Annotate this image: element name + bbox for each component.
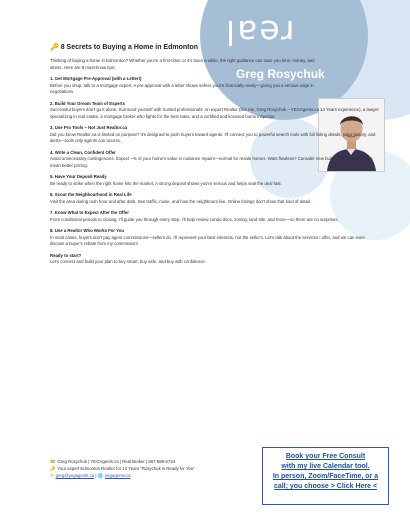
page-title bbox=[50, 43, 198, 51]
section-heading: 3. Use Pro Tools – Not Just Realtor.ca bbox=[50, 125, 128, 130]
cta-line: In person, Zoom/FaceTime, or a bbox=[272, 473, 379, 480]
section-6 bbox=[50, 192, 315, 205]
section-body: Visit the area during rush hour and after dark. See traffic, noise, and how the neighbours live. Online listings don't show that kind of detail. bbox=[50, 198, 312, 204]
contact-line bbox=[50, 458, 250, 465]
cta-line: call; you choose > Click Here < bbox=[273, 483, 378, 490]
agent-name: Greg Rosychuk bbox=[236, 67, 325, 81]
section-body: Successful buyers don't go it alone. Surround yourself with trusted professionals: An expert Realtor (like me, Greg Rosychuk – YEGAgents.ca 14 Years experience), a lawyer specializing in real estate, a mortgage broker who fights for the best rates, and a certified and licensed home inspector. bbox=[50, 107, 379, 119]
section-heading: 6. Scout the Neighbourhood in Real Life bbox=[50, 192, 132, 197]
section-body: Did you know Realtor.ca is limited on purpose? It's designed to push buyers toward agents. I'll connect you to powerful search tools with full listing details, price history, and alerts—tools only agents can access. bbox=[50, 131, 376, 143]
section-heading: 5. Have Your Deposit Ready bbox=[50, 174, 107, 179]
section-1 bbox=[50, 76, 315, 96]
section-heading: 7. Know What to Expect After the Offer bbox=[50, 210, 129, 215]
tagline-text: Your expert Edmonton Realtor for 14 Years "Rosychuk is Ready for You" bbox=[57, 466, 195, 471]
section-body: Before you shop, talk to a mortgage expert. A pre-approval with a letter shows sellers you're financially ready—giving you a serious edge in negotiations. bbox=[50, 82, 314, 94]
closing-body: Let's connect and build your plan to buy smart, buy safe, and buy with confidence. bbox=[50, 259, 206, 264]
closing-section bbox=[50, 253, 315, 266]
section-2 bbox=[50, 100, 379, 121]
book-consult-button[interactable] bbox=[262, 447, 389, 505]
globe-icon: 🌐 bbox=[97, 473, 104, 478]
section-8 bbox=[50, 228, 365, 248]
section-3 bbox=[50, 125, 376, 145]
contact-footer bbox=[50, 458, 250, 479]
title-text: 8 Secrets to Buying a Home in Edmonton bbox=[60, 44, 199, 51]
contact-text: Greg Rosychuk | YEGAgents.ca | Real Broker | 587-589-6734 bbox=[57, 459, 176, 464]
section-4 bbox=[50, 149, 373, 170]
key-icon: 🔑 bbox=[50, 466, 56, 471]
section-body: From conditional periods to closing, I'll guide you through every step. I'll help review condo docs, zoning, land title, and more—so there are no surprises. bbox=[50, 216, 339, 222]
section-heading: 1. Get Mortgage Pre-Approval (with a Letter!) bbox=[50, 76, 142, 81]
phone-icon: ☎ bbox=[50, 459, 56, 464]
intro-paragraph: Thinking of buying a home in Edmonton? Whether you're a first-timer or it's been a while, the right guidance can save you time, money, and stress. Here are 8 must-know tips: bbox=[50, 58, 315, 70]
section-heading: 8. Use a Realtor Who Works For You bbox=[50, 228, 125, 233]
section-5 bbox=[50, 174, 315, 187]
website-link[interactable]: yegagents.ca bbox=[105, 473, 131, 478]
section-body: In most cases, buyers don't pay agent commissions—sellers do. I'll represent your best interests, not the seller's. Let's talk about the services I offer, and we can even discuss a buyer's rebate from my commission! bbox=[50, 234, 365, 246]
tagline-line bbox=[50, 465, 250, 472]
email-link[interactable]: greg@yegagents.ca bbox=[55, 473, 95, 478]
key-icon: 🔑 bbox=[50, 44, 59, 51]
links-line: ✉ greg@yegagents.ca | 🌐 yegagents.ca bbox=[50, 473, 131, 478]
section-body: Avoid unnecessary contingencies. Expect ~% of your home's value in nuisance repairs—normal for resale homes. Want flawless? Consider new builds. Clean offers often mean better pricing. bbox=[50, 156, 373, 168]
email-icon: ✉ bbox=[50, 473, 54, 478]
section-7 bbox=[50, 210, 339, 223]
article-body bbox=[50, 58, 379, 271]
real-logo: real bbox=[224, 13, 295, 52]
cta-line: Book your Free Consult bbox=[285, 453, 366, 460]
cta-line: with my live Calendar tool. bbox=[281, 463, 370, 470]
section-heading: 2. Build Your Dream Team of Experts bbox=[50, 100, 125, 106]
closing-heading: Ready to start? bbox=[50, 252, 82, 258]
section-heading: 4. Write a Clean, Confident Offer bbox=[50, 149, 116, 155]
section-body: Be ready to strike when the right home hits the market. A strong deposit shows you're serious and helps seal the deal fast. bbox=[50, 180, 282, 186]
